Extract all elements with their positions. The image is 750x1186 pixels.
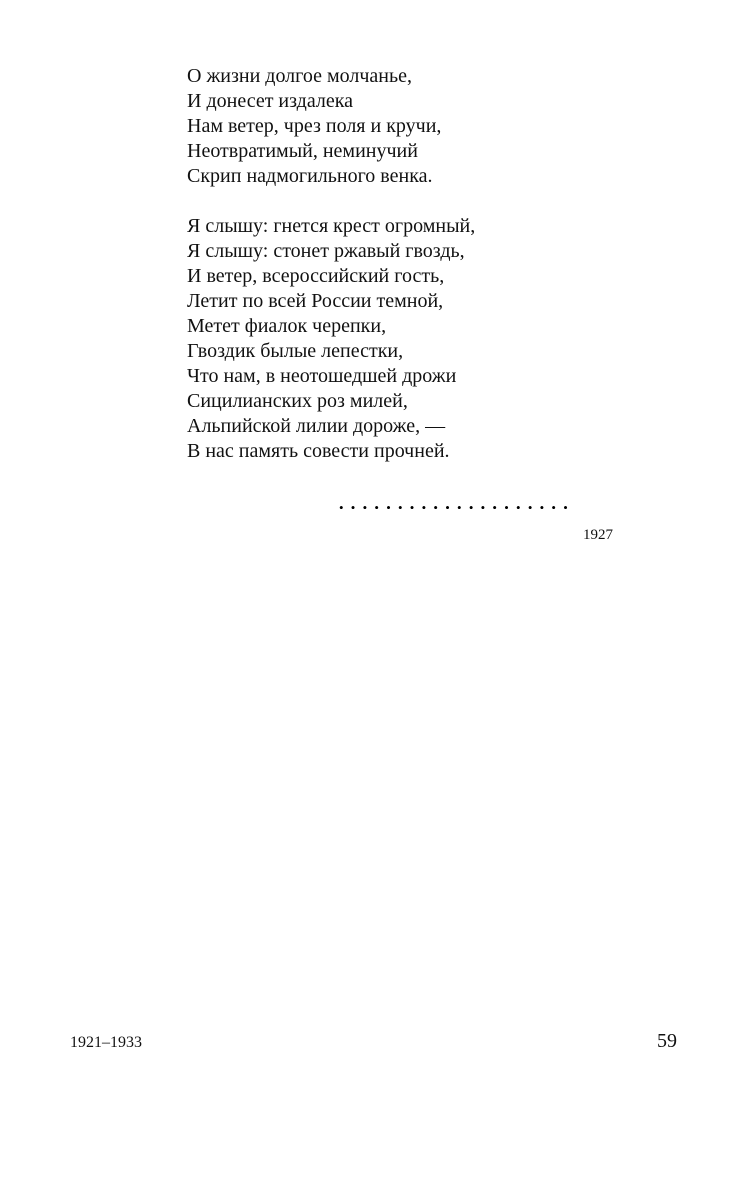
poem-line: Я слышу: гнется крест огромный, <box>187 215 476 237</box>
poem-line: Гвоздик былые лепестки, <box>187 340 404 362</box>
poem-line: И донесет издалека <box>187 90 354 112</box>
poem-line: Нам ветер, чрез поля и кручи, <box>187 115 442 137</box>
poem <box>187 64 547 464</box>
poem-line: И ветер, всероссийский гость, <box>187 265 445 287</box>
poem-line: Что нам, в неотошедшей дрожи <box>187 365 457 387</box>
poem-line: Скрип надмогильного венка. <box>187 165 433 187</box>
stanza-2 <box>187 214 547 464</box>
poem-line: Летит по всей России темной, <box>187 290 444 312</box>
dotted-divider: • • • • • • • • • • • • • • • • • • • • <box>339 500 570 515</box>
poem-date: 1927 <box>583 527 613 543</box>
poem-line: В нас память совести прочней. <box>187 440 450 462</box>
stanza-1 <box>187 64 547 189</box>
poem-line: Неотвратимый, неминучий <box>187 140 418 162</box>
poem-line: Альпийской лилии дороже, — <box>187 415 446 437</box>
running-footer-section: 1921–1933 <box>70 1034 142 1051</box>
poem-line: Я слышу: стонет ржавый гвоздь, <box>187 240 465 262</box>
poem-line: О жизни долгое молчанье, <box>187 65 412 87</box>
poem-line: Метет фиалок черепки, <box>187 315 387 337</box>
poem-line: Сицилианских роз милей, <box>187 390 408 412</box>
page-number: 59 <box>657 1030 677 1052</box>
